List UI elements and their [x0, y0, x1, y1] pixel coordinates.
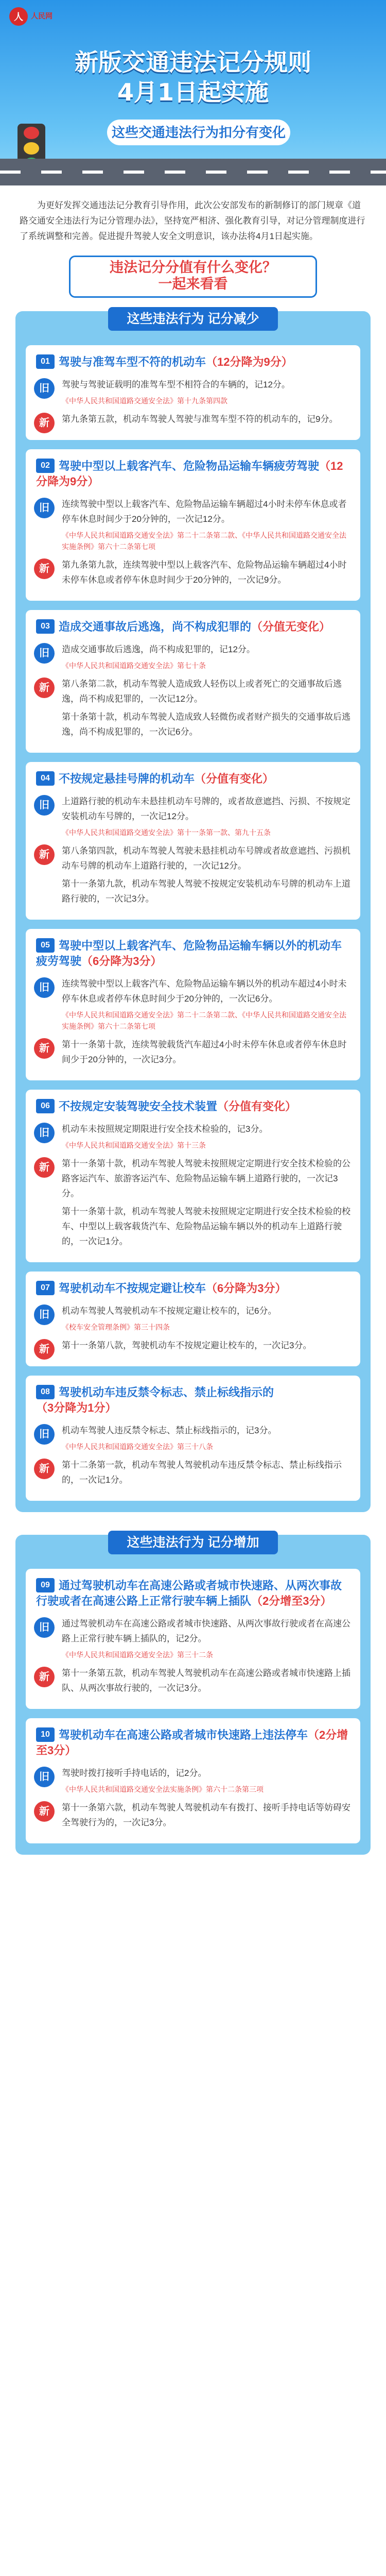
old-rule-badge: 旧	[34, 977, 55, 998]
new-rule-text: 第九条第五款，机动车驾驶人驾驶与准驾车型不符的机动车的，记9分。	[62, 414, 338, 424]
new-rule	[39, 1037, 351, 1067]
rule-change-badge: （6分降为3分）	[206, 1282, 287, 1295]
old-rule-text: 连续驾驶中型以上载客汽车、危险物品运输车辆以外的机动车超过4小时未停车休息或者停车休息时间少于20分钟的，一次记6分。	[62, 979, 347, 1004]
rule-change-badge: （分值无变化）	[251, 620, 331, 633]
rule-title	[36, 354, 351, 370]
rule-title	[36, 1578, 351, 1609]
old-rule	[39, 1766, 351, 1795]
logo-mark-icon: 人	[9, 7, 28, 26]
old-rule-badge: 旧	[34, 643, 55, 664]
question-box	[69, 256, 317, 298]
old-rule	[39, 976, 351, 1032]
old-rule-badge: 旧	[34, 1424, 55, 1445]
old-rule-reference: 《中华人民共和国道路交通安全法》第七十条	[62, 662, 206, 670]
rule-card	[26, 1718, 360, 1843]
new-rule	[39, 1666, 351, 1696]
old-rule-badge: 旧	[34, 1767, 55, 1787]
intro-paragraph: 为更好发挥交通违法记分教育引导作用，此次公安部发布的新制修订的部门规章《道路交通安全违法行为记分管理办法》，坚持宽严相济、强化教育引导，对记分管理制度进行了系统调整和完善。促进提升驾驶人安全文明意识，该办法将4月1日起实施。	[20, 200, 365, 241]
new-rule	[39, 843, 351, 906]
rule-card	[26, 610, 360, 753]
rule-card	[26, 1569, 360, 1709]
new-rule	[39, 1458, 351, 1487]
rule-number: 09	[36, 1578, 55, 1592]
increase-heading: 这些违法行为 记分增加	[108, 1531, 278, 1554]
rule-title-text: 通过驾驶机动车在高速公路或者城市快速路、从两次事故行驶或者在高速公路上正常行驶车辆上插队	[36, 1579, 342, 1607]
rule-card	[26, 345, 360, 440]
old-rule-badge: 旧	[34, 1304, 55, 1325]
reduce-heading: 这些违法行为 记分减少	[108, 307, 278, 331]
road-decoration	[0, 159, 386, 185]
rule-card	[26, 762, 360, 920]
rule-change-badge: （6分降为3分）	[81, 955, 162, 968]
question-line-2: 一起来看看	[158, 276, 228, 292]
new-rule-badge: 新	[34, 1801, 55, 1822]
new-rule-text: 第十一条第十款，机动车驾驶人驾驶未按照规定定期进行安全技术检验的公路客运汽车、旅游客运汽车、危险物品运输车辆上道路行驶的，一次记3分。	[62, 1159, 350, 1198]
old-rule-text: 连续驾驶中型以上载客汽车、危险物品运输车辆超过4小时未停车休息或者停车休息时间少于20分钟的，一次记12分。	[62, 499, 347, 524]
rule-title	[36, 938, 351, 969]
rule-number: 01	[36, 354, 55, 369]
rule-change-badge: （2分增至3分）	[251, 1595, 332, 1607]
old-rule-reference: 《中华人民共和国道路交通安全法》第三十八条	[62, 1443, 213, 1451]
old-rule-badge: 旧	[34, 795, 55, 816]
old-rule-reference: 《中华人民共和国道路交通安全法》第二十二条第二款、《中华人民共和国道路交通安全法实施条例》第六十二条第七项	[62, 531, 346, 551]
new-rule-text: 第十一条第六款，机动车驾驶人驾驶机动车有拨打、接听手持电话等妨碍安全驾驶行为的，一次记3分。	[62, 1803, 350, 1827]
rule-change-badge: （分值有变化）	[217, 1100, 297, 1113]
rule-number: 08	[36, 1385, 55, 1399]
hero-banner	[0, 0, 386, 185]
old-rule-badge: 旧	[34, 1123, 55, 1143]
old-rule-reference: 《中华人民共和国道路交通安全法》第十九条第四款	[62, 397, 227, 405]
old-rule-text: 上道路行驶的机动车未悬挂机动车号牌的，或者故意遮挡、污损、不按规定安装机动车号牌的，一次记12分。	[62, 796, 350, 821]
new-rule-text: 第八条第二款，机动车驾驶人造成致人轻伤以上或者死亡的交通事故后逃逸，尚不构成犯罪的，一次记12分。	[62, 679, 342, 704]
old-rule-reference: 《中华人民共和国道路交通安全法》第十三条	[62, 1141, 206, 1149]
old-rule-text: 造成交通事故后逃逸，尚不构成犯罪的，记12分。	[62, 645, 255, 654]
rule-change-badge: （3分降为1分）	[36, 1401, 117, 1414]
old-rule-reference: 《中华人民共和国道路交通安全法》第二十二条第二款、《中华人民共和国道路交通安全法实施条例》第六十二条第七项	[62, 1011, 346, 1030]
increase-section	[15, 1535, 371, 1855]
rule-card	[26, 1090, 360, 1262]
reduce-section	[15, 311, 371, 1512]
old-rule-badge: 旧	[34, 1617, 55, 1638]
new-rule-text: 第十一条第八款，驾驶机动车不按规定避让校车的，一次记3分。	[62, 1341, 312, 1350]
rule-title	[36, 459, 351, 489]
old-rule-text: 机动车未按照规定期限进行安全技术检验的，记3分。	[62, 1124, 268, 1134]
new-rule-badge: 新	[34, 558, 55, 579]
new-rule-text: 第十二条第一款，机动车驾驶人驾驶机动车违反禁令标志、禁止标线指示的，一次记1分。	[62, 1460, 342, 1485]
rule-title	[36, 1281, 351, 1296]
new-rule-badge: 新	[34, 1459, 55, 1479]
rule-title	[36, 619, 351, 635]
rule-change-badge: （分值有变化）	[195, 772, 274, 785]
old-rule-reference: 《中华人民共和国道路交通安全法》第十一条第一款、第九十五条	[62, 828, 271, 837]
new-rule-badge: 新	[34, 413, 55, 433]
old-rule-text: 驾驶时拨打接听手持电话的，记2分。	[62, 1768, 207, 1778]
old-rule	[39, 1303, 351, 1333]
old-rule-reference: 《中华人民共和国道路交通安全法实施条例》第六十二条第三项	[62, 1785, 264, 1793]
rule-title	[36, 1385, 351, 1416]
old-rule	[39, 497, 351, 552]
rule-number: 04	[36, 771, 55, 786]
new-rule-badge: 新	[34, 677, 55, 698]
rule-title-text: 驾驶机动车在高速公路或者城市快速路上违法停车	[59, 1728, 308, 1741]
rule-number: 10	[36, 1727, 55, 1742]
rule-number: 06	[36, 1099, 55, 1113]
rule-change-badge: （12分降为9分）	[206, 355, 293, 368]
rule-card	[26, 449, 360, 601]
title-line-1: 新版交通违法记分规则	[75, 48, 311, 76]
new-rule-text: 第八条第四款，机动车驾驶人驾驶未悬挂机动车号牌或者故意遮挡、污损机动车号牌的机动车上道路行驶的，一次记12分。	[62, 846, 350, 871]
old-rule	[39, 1122, 351, 1151]
rule-title-text: 驾驶与准驾车型不符的机动车	[59, 355, 206, 368]
rule-title	[36, 1727, 351, 1758]
new-rule-text: 第十一条第十款，连续驾驶载货汽车超过4小时未停车休息或者停车休息时间少于20分钟的，一次记3分。	[62, 1040, 347, 1064]
rule-change-badge: （2分增至3分）	[36, 1728, 348, 1757]
old-rule	[39, 642, 351, 671]
rule-number: 03	[36, 619, 55, 634]
title-line-2: 4月1日起实施	[117, 78, 269, 106]
new-rule-badge: 新	[34, 844, 55, 865]
page-subtitle: 这些交通违法行为扣分有变化	[107, 120, 290, 145]
logo[interactable]	[9, 6, 97, 27]
new-rule-text: 第十一条第十款，机动车驾驶人驾驶未按照规定定期进行安全技术检验的校车、中型以上载客载货汽车、危险物品运输车辆以外的机动车上道路行驶的，一次记1分。	[62, 1207, 350, 1246]
rule-title-text: 驾驶中型以上载客汽车、危险物品运输车辆疲劳驾驶	[59, 460, 320, 472]
rule-card	[26, 1272, 360, 1366]
new-rule-badge: 新	[34, 1339, 55, 1360]
new-rule-text: 第九条第九款，连续驾驶中型以上载客汽车、危险物品运输车辆超过4小时未停车休息或者停车休息时间少于20分钟的，一次记9分。	[62, 560, 347, 585]
rule-title	[36, 771, 351, 787]
new-rule-text: 第十条第十款，机动车驾驶人造成致人轻微伤或者财产损失的交通事故后逃逸，尚不构成犯罪的，一次记6分。	[62, 712, 350, 737]
rule-title-text: 造成交通事故后逃逸，尚不构成犯罪的	[59, 620, 252, 633]
new-rule	[39, 412, 351, 429]
old-rule-badge: 旧	[34, 498, 55, 518]
new-rule	[39, 557, 351, 587]
new-rule-badge: 新	[34, 1667, 55, 1687]
new-rule	[39, 1156, 351, 1249]
old-rule-reference: 《中华人民共和国道路交通安全法》第三十二条	[62, 1651, 213, 1659]
rule-title-text: 驾驶机动车违反禁令标志、禁止标线指示的	[59, 1386, 274, 1399]
old-rule-text: 通过驾驶机动车在高速公路或者城市快速路、从两次事故行驶或者在高速公路上正常行驶车辆上插队的，记2分。	[62, 1619, 350, 1643]
old-rule	[39, 1423, 351, 1452]
old-rule	[39, 1616, 351, 1660]
rule-title-text: 不按规定悬挂号牌的机动车	[59, 772, 195, 785]
rule-number: 07	[36, 1281, 55, 1295]
old-rule-text: 机动车驾驶人驾驶机动车不按规定避让校车的，记6分。	[62, 1306, 277, 1316]
rule-title	[36, 1099, 351, 1114]
old-rule	[39, 794, 351, 838]
rule-card	[26, 929, 360, 1080]
old-rule-text: 驾驶与驾驶证载明的准驾车型不相符合的车辆的，记12分。	[62, 380, 290, 389]
new-rule	[39, 1338, 351, 1355]
new-rule-text: 第十一条第五款，机动车驾驶人驾驶机动车在高速公路或者城市快速路上插队、从两次事故行驶的，一次记3分。	[62, 1668, 350, 1693]
rule-title-text: 驾驶中型以上载客汽车、危险物品运输车辆以外的机动车疲劳驾驶	[36, 939, 342, 968]
rule-change-badge: （12分降为9分）	[36, 460, 343, 488]
new-rule	[39, 676, 351, 739]
rule-title-text: 驾驶机动车不按规定避让校车	[59, 1282, 206, 1295]
rule-number: 05	[36, 938, 55, 953]
rule-title-text: 不按规定安装驾驶安全技术装置	[59, 1100, 218, 1113]
logo-text: 人民网	[31, 12, 52, 21]
new-rule-badge: 新	[34, 1157, 55, 1178]
page-title	[0, 47, 386, 107]
new-rule-text: 第十一条第九款，机动车驾驶人驾驶不按规定安装机动车号牌的机动车上道路行驶的，一次记3分。	[62, 879, 350, 904]
old-rule-reference: 《校车安全管理条例》第三十四条	[62, 1323, 170, 1331]
new-rule-badge: 新	[34, 1038, 55, 1059]
old-rule-text: 机动车驾驶人违反禁令标志、禁止标线指示的，记3分。	[62, 1426, 277, 1435]
old-rule-badge: 旧	[34, 378, 55, 399]
new-rule	[39, 1800, 351, 1830]
rule-number: 02	[36, 459, 55, 473]
rule-card	[26, 1376, 360, 1501]
question-line-1: 违法记分分值有什么变化？	[110, 260, 276, 275]
old-rule	[39, 377, 351, 406]
